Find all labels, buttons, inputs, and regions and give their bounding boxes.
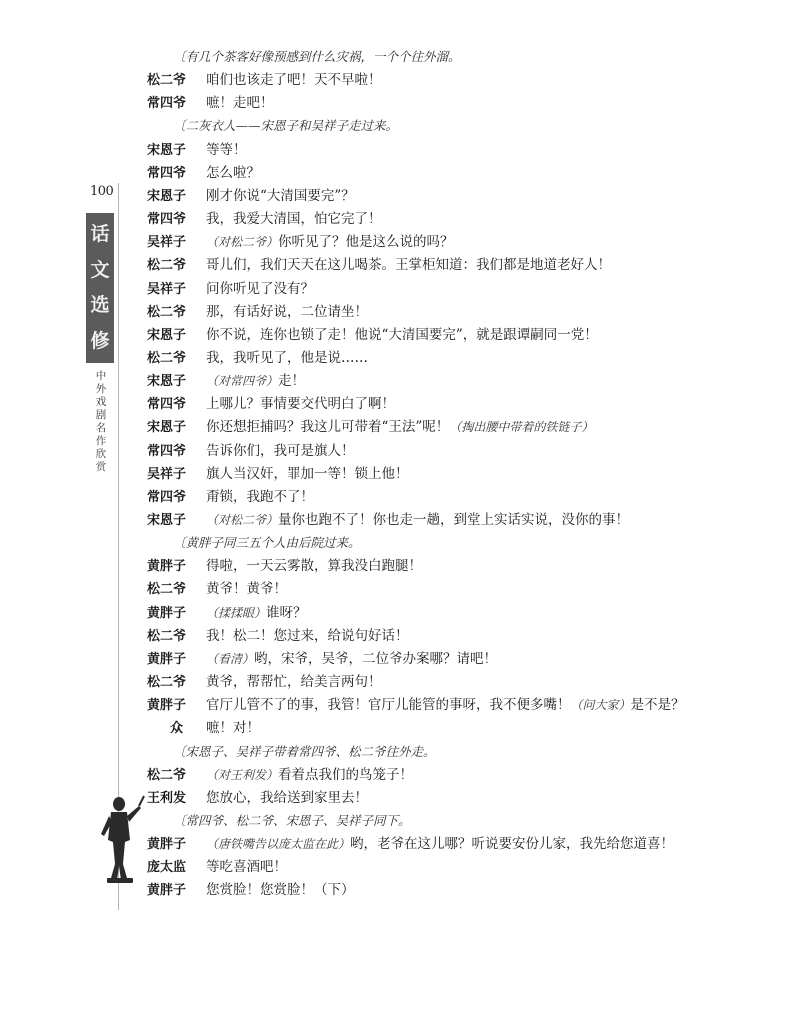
speaker-name: 松二爷	[147, 629, 187, 644]
speaker-name: 松二爷	[147, 73, 187, 88]
dialogue-text: 黄爷，帮帮忙，给美言两句！	[206, 674, 382, 690]
speaker-name: 黄胖子	[147, 883, 187, 898]
inline-direction: （掏出腰中带着的铁链子）	[449, 420, 594, 434]
series-title-char: 话	[90, 223, 110, 246]
dialogue-text: 咱们也该走了吧！天不早啦！	[206, 72, 382, 88]
speaker-name: 黄胖子	[147, 559, 187, 574]
speaker-name: 黄胖子	[147, 837, 187, 852]
dialogue-text: 我！松二！您过来，给说句好话！	[206, 628, 409, 644]
dialogue-text: 旗人当汉奸，罪加一等！锁上他！	[206, 466, 409, 482]
dialogue-text: 看着点我们的鸟笼子！	[278, 767, 414, 783]
speaker-name: 常四爷	[147, 96, 187, 111]
dialogue-line	[147, 855, 287, 879]
inline-direction: （看清）	[206, 652, 255, 666]
dialogue-line	[147, 161, 260, 185]
series-subtitle: 中外戏剧名作欣赏	[95, 370, 107, 473]
stage-direction: 〔宋恩子、吴祥子带着常四爷、松二爷往外走。	[173, 744, 436, 759]
inline-direction: （问大家）	[570, 698, 631, 712]
speaker-name: 宋恩子	[147, 143, 187, 158]
dialogue-text: 你也走一趟，到堂上实话实说，没你的事！	[372, 512, 630, 528]
speaker-name: 黄胖子	[147, 606, 187, 621]
dialogue-text: 走！	[278, 373, 306, 389]
stage-direction: 〔二灰衣人——宋恩子和吴祥子走过来。	[173, 118, 399, 133]
dialogue-text: 告诉你们，我可是旗人！	[206, 443, 355, 459]
dialogue-line	[147, 485, 314, 509]
dialogue-text: 等等！	[206, 142, 247, 158]
dialogue-text: 黄爷！黄爷！	[206, 581, 287, 597]
speaker-name: 王利发	[147, 791, 187, 806]
speaker-name: 常四爷	[147, 444, 187, 459]
dialogue-line	[147, 878, 355, 902]
stage-direction: 〔常四爷、松二爷、宋恩子、吴祥子同下。	[173, 813, 411, 828]
dialogue-text: 我，我爱大清国，怕它完了！	[206, 211, 382, 227]
dialogue-line	[147, 346, 368, 370]
stage-direction: 〔黄胖子同三五个人由后院过来。	[173, 535, 361, 550]
dialogue-line	[147, 577, 287, 601]
inline-direction: （对常四爷）	[206, 374, 279, 388]
dialogue-line	[147, 415, 593, 439]
dialogue-text: 谁呀？	[266, 605, 307, 621]
dialogue-line	[147, 277, 314, 301]
dialogue-text: 得啦，一天云雾散，算我没白跑腿！	[206, 558, 422, 574]
dialogue-text: 是不是？	[630, 697, 685, 713]
speaker-name: 宋恩子	[147, 374, 187, 389]
dialogue-text: 哥儿们，我们天天在这儿喝茶。王掌柜知道：我们都是地道老好人！	[206, 257, 611, 273]
dialogue-text: 问你听见了没有？	[206, 281, 314, 297]
dialogue-text: 我，我听见了，他是说……	[206, 350, 368, 366]
dialogue-line	[147, 392, 395, 416]
speaker-name: 松二爷	[147, 768, 187, 783]
dialogue-line	[147, 647, 497, 671]
dialogue-text: 甭锁，我跑不了！	[206, 489, 314, 505]
inline-direction: （对松二爷）	[206, 235, 279, 249]
dialogue-text: 嗻！对！	[206, 720, 260, 736]
speaker-name: 众	[169, 721, 183, 736]
dialogue-line	[147, 68, 382, 92]
speaker-name: 宋恩子	[147, 328, 187, 343]
dialogue-line	[147, 462, 409, 486]
dialogue-line	[147, 716, 260, 740]
dialogue-line	[147, 138, 247, 162]
dialogue-text: 您放心，我给送到家里去！	[206, 790, 368, 806]
inline-direction: （对王利发）	[206, 768, 279, 782]
dialogue-line	[147, 786, 368, 810]
dialogue-line	[147, 323, 598, 347]
dialogue-line	[147, 508, 629, 532]
inline-direction: （对松二爷）	[206, 513, 279, 527]
speaker-name: 吴祥子	[147, 235, 187, 250]
stage-direction: 〔有几个茶客好像预感到什么灾祸，一个个往外溜。	[173, 49, 461, 64]
dialogue-line	[147, 91, 274, 115]
series-title-char: 修	[90, 329, 110, 352]
dialogue-line	[147, 763, 413, 787]
speaker-name: 吴祥子	[147, 282, 187, 297]
speaker-name: 常四爷	[147, 490, 187, 505]
speaker-name: 宋恩子	[147, 189, 187, 204]
dialogue-line	[147, 369, 305, 393]
dialogue-text: 你不说，连你也锁了走！他说“大清国要完”，就是跟谭嗣同一党！	[206, 327, 598, 343]
dialogue-text: 那，有话好说，二位请坐！	[206, 304, 368, 320]
page-number: 100	[90, 184, 114, 199]
inline-direction: （唐铁嘴告以庞太监在此）	[206, 837, 351, 851]
dialogue-line	[147, 230, 454, 254]
speaker-name: 庞太监	[147, 860, 187, 875]
speaker-name: 黄胖子	[147, 652, 187, 667]
speaker-name: 宋恩子	[147, 420, 187, 435]
dialogue-line	[147, 693, 685, 717]
speaker-name: 吴祥子	[147, 467, 187, 482]
dialogue-text: 怎么啦？	[206, 165, 260, 181]
dialogue-text: 官厅儿管不了的事，我管！官厅儿能管的事呀，我不便多嘴！	[206, 697, 571, 713]
speaker-name: 常四爷	[147, 166, 187, 181]
speaker-name: 松二爷	[147, 351, 187, 366]
speaker-name: 黄胖子	[147, 698, 187, 713]
dialogue-line	[147, 624, 409, 648]
dialogue-text: 哟，宋爷，吴爷，二位爷办案哪？请吧！	[254, 651, 498, 667]
speaker-name: 松二爷	[147, 258, 187, 273]
dialogue-line	[147, 601, 307, 625]
dialogue-line	[147, 832, 674, 856]
dialogue-text: 您赏脸！您赏脸！（下）	[206, 882, 355, 898]
dialogue-text: 刚才你说“大清国要完”？	[206, 188, 355, 204]
dialogue-text: 量你也跑不了！	[278, 512, 373, 528]
dialogue-line	[147, 300, 368, 324]
dialogue-line	[147, 554, 422, 578]
dialogue-line	[147, 670, 382, 694]
dialogue-text: 你听见了？他是这么说的吗？	[278, 234, 454, 250]
speaker-name: 常四爷	[147, 212, 187, 227]
dialogue-line	[147, 253, 611, 277]
speaker-name: 宋恩子	[147, 513, 187, 528]
inline-direction: （揉揉眼）	[206, 606, 267, 620]
dialogue-text: 嗻！走吧！	[206, 95, 274, 111]
speaker-name: 松二爷	[147, 675, 187, 690]
dialogue-text: 哟，老爷在这儿哪？听说要安份儿家，我先给您道喜！	[350, 836, 675, 852]
dialogue-text: 你还想拒捕吗？我这儿可带着“王法”呢！	[206, 419, 450, 435]
speaker-name: 松二爷	[147, 305, 187, 320]
dialogue-line	[147, 184, 355, 208]
speaker-name: 松二爷	[147, 582, 187, 597]
speaker-name: 常四爷	[147, 397, 187, 412]
series-title-char: 文	[90, 258, 110, 281]
series-title-char: 选	[90, 294, 110, 317]
dialogue-line	[147, 207, 382, 231]
dialogue-text: 上哪儿？事情要交代明白了啊！	[206, 396, 395, 412]
dialogue-line	[147, 439, 355, 463]
dialogue-text: 等吃喜酒吧！	[206, 859, 287, 875]
